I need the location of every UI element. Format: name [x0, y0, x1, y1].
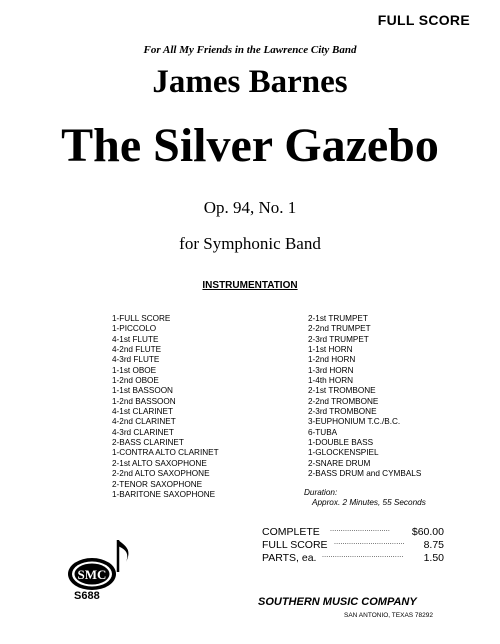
instrument-item: 4-3rd FLUTE: [112, 355, 160, 365]
price-leader-dots: ............................: [330, 526, 391, 533]
instrument-item: 1-2nd BASSOON: [112, 396, 176, 406]
dedication: For All My Friends in the Lawrence City Band: [143, 44, 357, 56]
instrument-item: 1-1st BASSOON: [112, 386, 173, 396]
instrument-item: 1-4th HORN: [308, 376, 354, 386]
instrument-item: 4-1st FLUTE: [112, 334, 159, 344]
price-value: $60.00: [411, 526, 444, 538]
instrument-item: 2-3rd TROMBONE: [308, 407, 377, 417]
instrument-item: 2-2nd TROMBONE: [308, 396, 379, 406]
instrument-item: 3-EUPHONIUM T.C./B.C.: [308, 417, 401, 427]
instrument-item: 2-BASS DRUM and CYMBALS: [308, 469, 422, 479]
instrumentation-left-column: [112, 314, 219, 500]
price-label: COMPLETE: [262, 526, 320, 538]
instrument-item: 2-3rd TRUMPET: [308, 334, 369, 344]
instrument-item: 4-3rd CLARINET: [112, 427, 174, 437]
logo-text: SMC: [77, 567, 107, 582]
instrument-item: 2-1st TRUMPET: [308, 314, 368, 323]
price-label: FULL SCORE: [262, 539, 328, 551]
instrument-item: 1-PICCOLO: [112, 324, 157, 334]
instrument-item: 2-TENOR SAXOPHONE: [112, 479, 203, 489]
instrument-item: 4-2nd CLARINET: [112, 417, 176, 427]
publisher-address: SAN ANTONIO, TEXAS 78292: [344, 612, 433, 619]
instrument-item: 2-2nd ALTO SAXOPHONE: [112, 469, 210, 479]
instrument-item: 1-FULL SCORE: [112, 314, 171, 323]
price-leader-dots: ......................................: [322, 552, 404, 559]
publisher-name: SOUTHERN MUSIC COMPANY: [258, 596, 417, 608]
instrumentation-heading: INSTRUMENTATION: [202, 280, 298, 291]
composer-name: James Barnes: [152, 64, 348, 100]
instrument-item: 1-1st OBOE: [112, 365, 157, 375]
duration-label: Duration:: [304, 488, 338, 497]
instrument-item: 1-2nd HORN: [308, 355, 356, 365]
instrument-item: 2-BASS CLARINET: [112, 438, 184, 448]
price-row-parts: [262, 552, 444, 564]
instrument-item: 2-1st ALTO SAXOPHONE: [112, 458, 207, 468]
instrument-item: 2-1st TROMBONE: [308, 386, 376, 396]
instrument-item: 6-TUBA: [308, 427, 338, 437]
price-label: PARTS, ea.: [262, 552, 317, 564]
instrument-item: 1-1st HORN: [308, 345, 353, 355]
price-value: 8.75: [423, 539, 444, 551]
instrument-item: 1-3rd HORN: [308, 365, 354, 375]
instrument-item: 1-2nd OBOE: [112, 376, 159, 386]
price-leader-dots: .................................: [334, 539, 405, 546]
price-value: 1.50: [423, 552, 444, 564]
instrument-item: 1-DOUBLE BASS: [308, 438, 374, 448]
instrument-item: 4-2nd FLUTE: [112, 345, 162, 355]
instrument-item: 2-2nd TRUMPET: [308, 324, 371, 334]
duration-value: Approx. 2 Minutes, 55 Seconds: [312, 498, 426, 507]
price-row-complete: [262, 526, 444, 538]
catalog-number: S688: [74, 590, 100, 602]
instrument-item: 2-SNARE DRUM: [308, 458, 371, 468]
instrument-item: 1-BARITONE SAXOPHONE: [112, 489, 216, 499]
instrument-item: 1-GLOCKENSPIEL: [308, 448, 379, 458]
price-row-full-score: [262, 539, 444, 551]
instrument-item: 4-1st CLARINET: [112, 407, 173, 417]
piece-title: The Silver Gazebo: [61, 119, 439, 172]
full-score-label: FULL SCORE: [377, 12, 470, 28]
instrumentation-right-column: [308, 314, 421, 480]
opus-number: Op. 94, No. 1: [203, 198, 297, 217]
instrument-item: 1-CONTRA ALTO CLARINET: [112, 448, 219, 458]
scoring-line: for Symphonic Band: [179, 234, 321, 253]
